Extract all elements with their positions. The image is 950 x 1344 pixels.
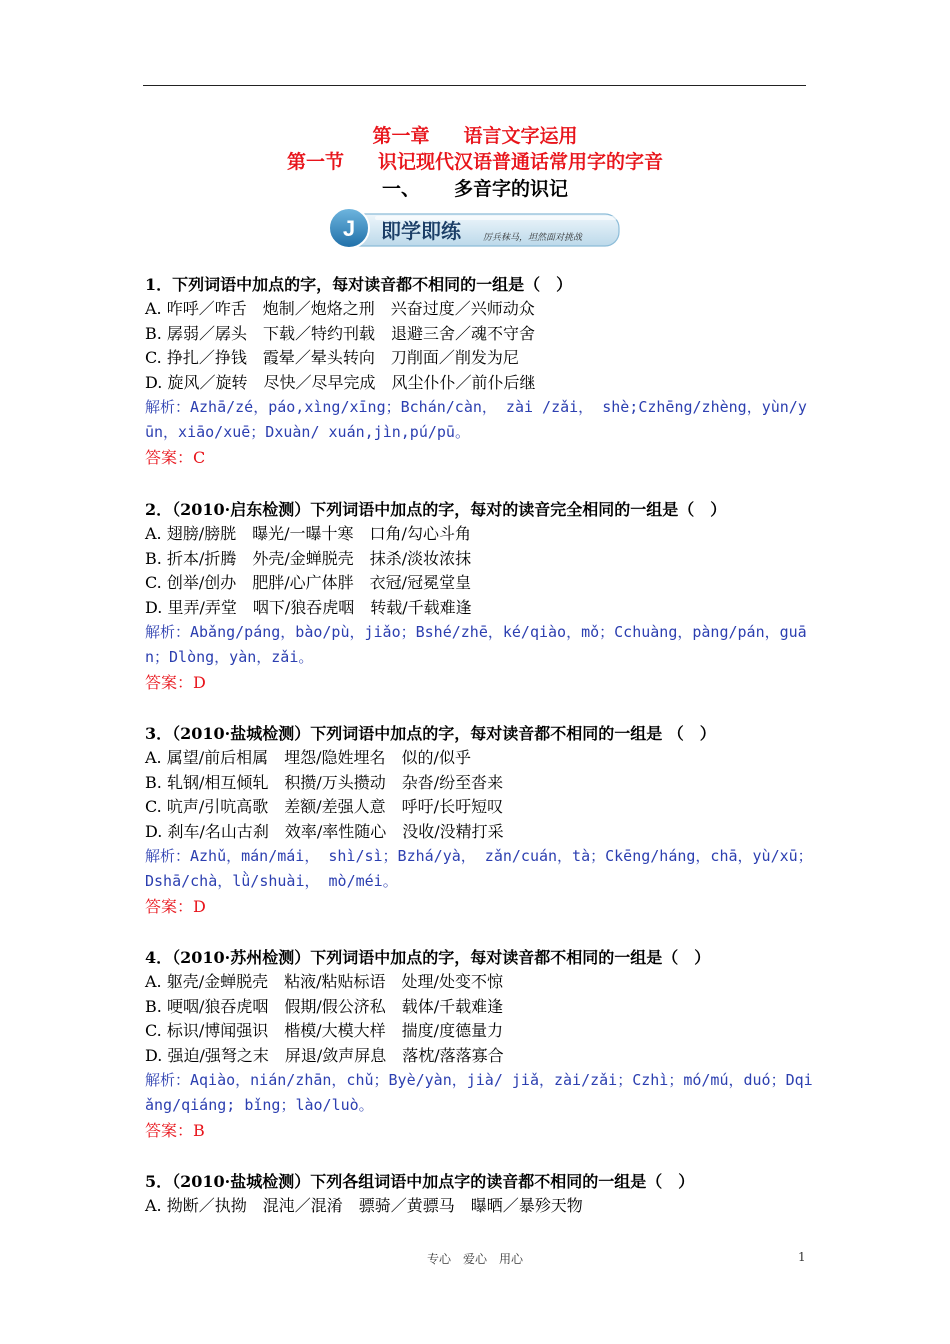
chapter-label: 第一章 [372, 125, 430, 147]
subsection-label: 一、 [381, 178, 420, 200]
subsection-title [0, 177, 950, 201]
question-stem: 4．（2010·苏州检测）下列词语中加点的字，每对读音都不相同的一组是（ ） [145, 948, 711, 967]
subsection-name: 多音字的识记 [454, 178, 569, 200]
question-stem: 3．（2010·盐城检测）下列词语中加点的字，每对读音都不相同的一组是 （ ） [145, 724, 716, 743]
option-row: C. 创举/创办 肥胖/心广体胖 衣冠/冠冕堂皇 [145, 573, 472, 592]
question-stem: 2．（2010·启东检测）下列词语中加点的字，每对的读音完全相同的一组是（ ） [145, 500, 727, 519]
answer: 答案：B [145, 1121, 205, 1140]
practice-banner [325, 206, 621, 250]
option-row: B. 哽咽/狼吞虎咽 假期/假公济私 载体/千载难逢 [145, 996, 504, 1016]
chapter-title [0, 124, 950, 148]
explanation: 解析：Azhǔ，mán/mái， shì/sì；Bzhá/yà， zǎn/cuán，tà；Ckēng/háng，chā，yù/xū；Dshā/chà，lǜ/shuài， mò/méi。 [145, 847, 813, 890]
option-row: A. 躯壳/金蝉脱壳 粘液/粘贴标语 处理/处变不惊 [145, 972, 503, 991]
page-footer: 专心 爱心 用心 [426, 1252, 523, 1266]
question-1 [145, 272, 815, 470]
option-row: B. 折本/折腾 外壳/金蝉脱壳 抹杀/淡妆浓抹 [145, 548, 472, 568]
chapter-name: 语言文字运用 [463, 125, 578, 147]
question-stem: 5．（2010·盐城检测）下列各组词语中加点字的读音都不相同的一组是（ ） [145, 1172, 695, 1191]
option-row: C. 标识/博闻强识 楷模/大模大样 揣度/度德量力 [145, 1021, 504, 1040]
banner-slogan: 厉兵秣马，坦然面对挑战 [483, 233, 583, 243]
page-number: 1 [798, 1250, 806, 1264]
explanation: 解析：Aqiào，nián/zhān，chǔ；Byè/yàn，jià/ jiǎ，zài/zǎi；Czhì；mó/mú，duó；Dqiǎng/qiáng; bǐng；lào/luò。 [145, 1071, 813, 1114]
question-4 [145, 945, 815, 1143]
section-name: 识记现代汉语普通话常用字的字音 [378, 151, 664, 173]
explanation: 解析：Azhā/zé，páo,xìng/xīng；Bchán/càn， zài /zǎi， shè;Czhēng/zhèng，yùn/yūn，xiāo/xuē；Dxuàn/ xuán,jìn,pú/pū。 [145, 398, 807, 441]
banner-title: 即学即练 [381, 219, 461, 243]
option-row: A. 咋呼／咋舌 炮制／炮烙之刑 兴奋过度／兴师动众 [145, 299, 535, 318]
section-label: 第一节 [286, 151, 344, 173]
header-rule [143, 85, 806, 86]
section-title [0, 150, 950, 174]
option-row: B. 轧钢/相互倾轧 积攒/万头攒动 杂沓/纷至沓来 [145, 772, 504, 792]
option-row: D. 里弄/弄堂 咽下/狼吞虎咽 转载/千载难逢 [145, 597, 472, 617]
option-row: A. 翅膀/膀胱 曝光/一曝十寒 口角/勾心斗角 [145, 524, 471, 543]
option-row: C. 挣扎／挣钱 霞晕／晕头转向 刀削面／削发为尼 [145, 348, 519, 367]
answer: 答案：C [145, 448, 206, 467]
answer: 答案：D [145, 897, 206, 916]
explanation: 解析：Abǎng/páng，bào/pù，jiǎo；Bshé/zhē，ké/qiào，mǒ；Cchuàng，pàng/pán，guān；Dlòng，yàn，zǎi。 [145, 623, 807, 666]
banner-letter: J [342, 216, 356, 241]
option-row: D. 强迫/强弩之末 屏退/敛声屏息 落枕/落落寡合 [145, 1045, 504, 1065]
option-row: C. 吭声/引吭高歌 差额/差强人意 呼吁/长吁短叹 [145, 797, 504, 816]
option-row: B. 孱弱／孱头 下载／特约刊载 退避三舍／魂不守舍 [145, 323, 535, 343]
option-row: A. 拗断／执拗 混沌／混淆 骠骑／黄骠马 曝晒／暴殄天物 [145, 1196, 583, 1215]
question-3 [145, 721, 815, 919]
question-2 [145, 497, 815, 695]
question-stem: 1．下列词语中加点的字，每对读音都不相同的一组是（ ） [145, 275, 573, 294]
option-row: A. 属望/前后相属 埋怨/隐姓埋名 似的/似乎 [145, 748, 471, 767]
option-row: D. 刹车/名山古刹 效率/率性随心 没收/没精打采 [145, 821, 504, 841]
option-row: D. 旋风／旋转 尽快／尽早完成 风尘仆仆／前仆后继 [145, 372, 536, 392]
question-5 [145, 1169, 815, 1219]
answer: 答案：D [145, 673, 206, 692]
